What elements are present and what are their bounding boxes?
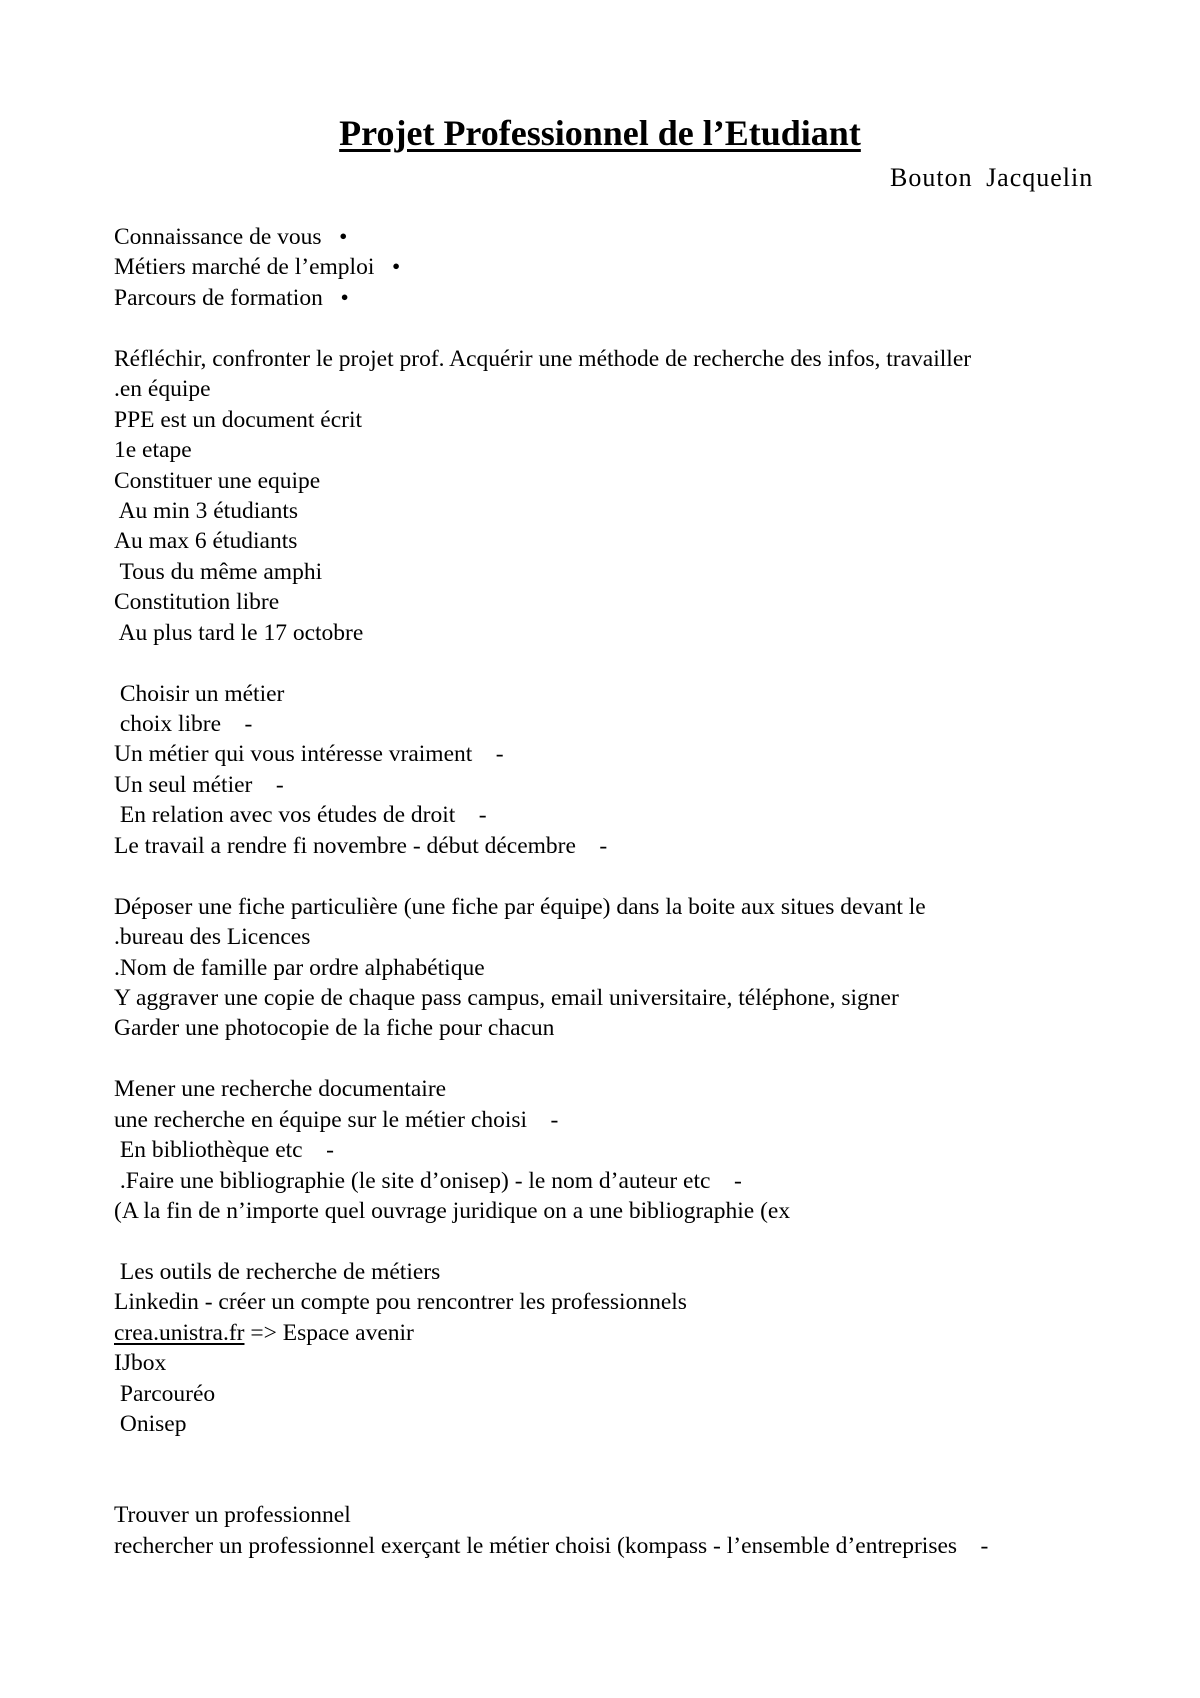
section-outils — [114, 1257, 1114, 1440]
section-professionnel — [114, 1500, 1114, 1561]
text-line: En bibliothèque etc - — [114, 1137, 334, 1164]
intro-item: Connaissance de vous • — [114, 224, 348, 250]
intro-item: Métiers marché de l’emploi • — [114, 254, 401, 281]
text-line: Parcouréo — [114, 1380, 216, 1407]
text-line: rechercher un professionnel exerçant le métier choisi (kompass - l’ensemble d’entreprises - — [114, 1532, 989, 1559]
text-line: Onisep — [114, 1411, 187, 1438]
text-line: Constitution libre — [114, 589, 280, 616]
text-line: Mener une recherche documentaire — [114, 1076, 447, 1103]
crea-unistra-link[interactable]: crea.unistra.fr — [114, 1319, 245, 1346]
page-title: Projet Professionnel de l’Etudiant — [339, 113, 861, 153]
text-line: .Nom de famille par ordre alphabétique — [114, 954, 485, 981]
text-line: Réfléchir, confronter le projet prof. Acquérir une méthode de recherche des infos, travailler — [114, 345, 972, 372]
text-line: Choisir un métier — [114, 680, 285, 707]
text-line: Un seul métier - — [114, 771, 284, 798]
section-recherche — [114, 1074, 1114, 1226]
paragraph-gap — [114, 313, 1114, 343]
text-line: .Faire une bibliographie (le site d’onisep) - le nom d’auteur etc - — [114, 1167, 742, 1194]
text-line: Garder une photocopie de la fiche pour chacun — [114, 1015, 555, 1042]
section-fiche — [114, 892, 1114, 1044]
text-line: Trouver un professionnel — [114, 1502, 351, 1529]
text-line: Tous du même amphi — [114, 558, 323, 585]
intro-item: Parcours de formation • — [114, 284, 349, 311]
section-equipe — [114, 344, 1114, 648]
text-line: Linkedin - créer un compte pou rencontrer les professionnels — [114, 1289, 687, 1316]
paragraph-gap — [114, 861, 1114, 891]
text-line: Le travail a rendre fi novembre - début décembre - — [114, 832, 608, 859]
text-line: une recherche en équipe sur le métier choisi - — [114, 1106, 559, 1133]
text-line: Constituer une equipe — [114, 467, 321, 494]
text-line: IJbox — [114, 1350, 167, 1377]
author-name: Bouton Jacquelin — [890, 163, 1094, 192]
text-line: Au min 3 étudiants — [114, 497, 299, 524]
text-line: Un métier qui vous intéresse vraiment - — [114, 741, 504, 768]
document-body — [114, 222, 1114, 1561]
text-line: En relation avec vos études de droit - — [114, 802, 487, 829]
text-line: choix libre - — [114, 711, 253, 737]
text-line: PPE est un document écrit — [114, 406, 363, 433]
paragraph-gap — [114, 1226, 1114, 1256]
text-line: .en équipe — [114, 376, 211, 403]
text-line: Déposer une fiche particulière (une fiche par équipe) dans la boite aux situes devant le — [114, 893, 926, 920]
paragraph-gap — [114, 1440, 1114, 1501]
text-line: Les outils de recherche de métiers — [114, 1258, 441, 1285]
paragraph-gap — [114, 648, 1114, 678]
crea-line — [114, 1318, 1114, 1348]
text-line: Au plus tard le 17 octobre — [114, 619, 364, 646]
section-metier — [114, 679, 1114, 862]
paragraph-gap — [114, 1044, 1114, 1074]
text-line: Y aggraver une copie de chaque pass campus, email universitaire, téléphone, signer — [114, 984, 899, 1011]
text-line: (A la fin de n’importe quel ouvrage juridique on a une bibliographie (ex — [114, 1198, 791, 1224]
crea-line-rest: => Espace avenir — [244, 1319, 414, 1346]
intro-list — [114, 222, 1114, 313]
text-line: .bureau des Licences — [114, 924, 311, 951]
text-line: Au max 6 étudiants — [114, 528, 298, 555]
text-line: 1e etape — [114, 437, 192, 464]
